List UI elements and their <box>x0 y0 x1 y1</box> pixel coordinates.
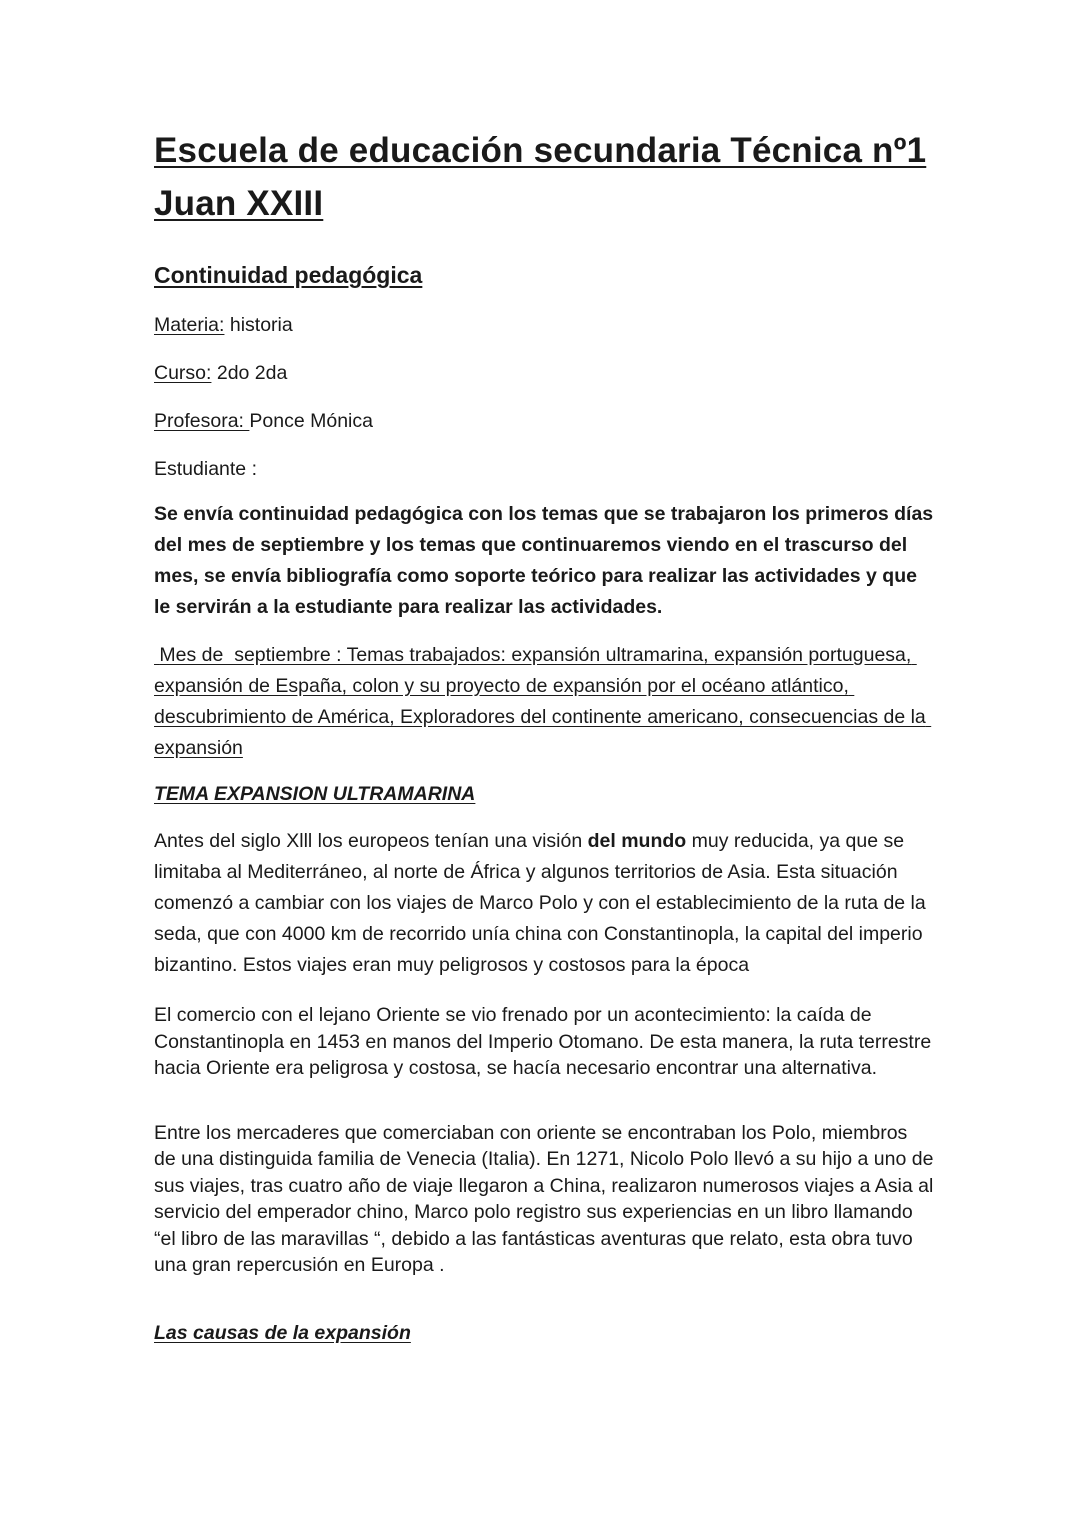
paragraph-comercio-oriente: El comercio con el lejano Oriente se vio frenado por un acontecimiento: la caída de Constantinopla en 1453 en manos del Imperio Otomano. De esta manera, la ruta terrestre hacia Oriente era peligrosa y costosa, se hacía necesario encontrar una alternativa. <box>154 1004 932 1079</box>
materia-field <box>154 312 934 338</box>
paragraph-vision-mundo <box>154 826 934 981</box>
section-heading-expansion: TEMA EXPANSION ULTRAMARINA <box>154 783 476 805</box>
estudiante-label: Estudiante : <box>154 458 257 480</box>
profesora-value: Ponce Mónica <box>249 410 373 432</box>
materia-label: Materia: <box>154 314 225 336</box>
paragraph-mercaderes-polo: Entre los mercaderes que comerciaban con oriente se encontraban los Polo, miembros de una distinguida familia de Venecia (Italia). En 1271, Nicolo Polo llevó a su hijo a uno de sus viajes, tras cuatro año de viaje llegaron a China, realizaron numerosos viajes a Asia al servicio del emperador chino, Marco polo registro sus experiencias en un libro llamando “el libro de las maravillas “, debido a las fantásticas aventuras que relato, esta obra tuvo una gran repercusión en Europa . <box>154 1121 934 1276</box>
school-title: Escuela de educación secundaria Técnica nº1 Juan XXIII <box>154 131 927 223</box>
intro-paragraph: Se envía continuidad pedagógica con los temas que se trabajaron los primeros días del mes de septiembre y los temas que continuaremos viendo en el trascurso del mes, se envía bibliografía como soporte teórico para realizar las actividades y que le servirán a la estudiante para realizar las actividades. <box>154 503 934 618</box>
materia-value: historia <box>224 314 293 336</box>
curso-field <box>154 360 934 386</box>
document-body <box>154 124 934 1347</box>
para1-text-b: muy reducida, ya que se limitaba al Mediterráneo, al norte de África y algunos territorios de Asia. Esta situación comenzó a cambiar con los viajes de Marco Polo y con el establecimiento de la ruta de la seda, que con 4000 km de recorrido unía china con Constantinopla, la capital del imperio bizantino. Estos viajes eran muy peligrosos y costosos para la época <box>154 830 926 976</box>
profesora-field <box>154 408 934 434</box>
document-subtitle: Continuidad pedagógica <box>154 262 423 288</box>
section-heading-causas: Las causas de la expansión <box>154 1321 411 1344</box>
curso-value: 2do 2da <box>211 362 288 384</box>
profesora-label: Profesora: <box>154 410 250 432</box>
estudiante-field <box>154 456 934 482</box>
field-list <box>154 312 934 482</box>
curso-label: Curso: <box>154 362 212 384</box>
months-topics-paragraph: Mes de septiembre : Temas trabajados: expansión ultramarina, expansión portuguesa, expansión de España, colon y su proyecto de expansión por el océano atlántico, descubrimiento de América, Exploradores del continente americano, consecuencias de la expansión <box>154 644 932 759</box>
para1-bold: del mundo <box>587 830 687 852</box>
para1-text-a: Antes del siglo Xlll los europeos tenían una visión <box>154 830 588 852</box>
